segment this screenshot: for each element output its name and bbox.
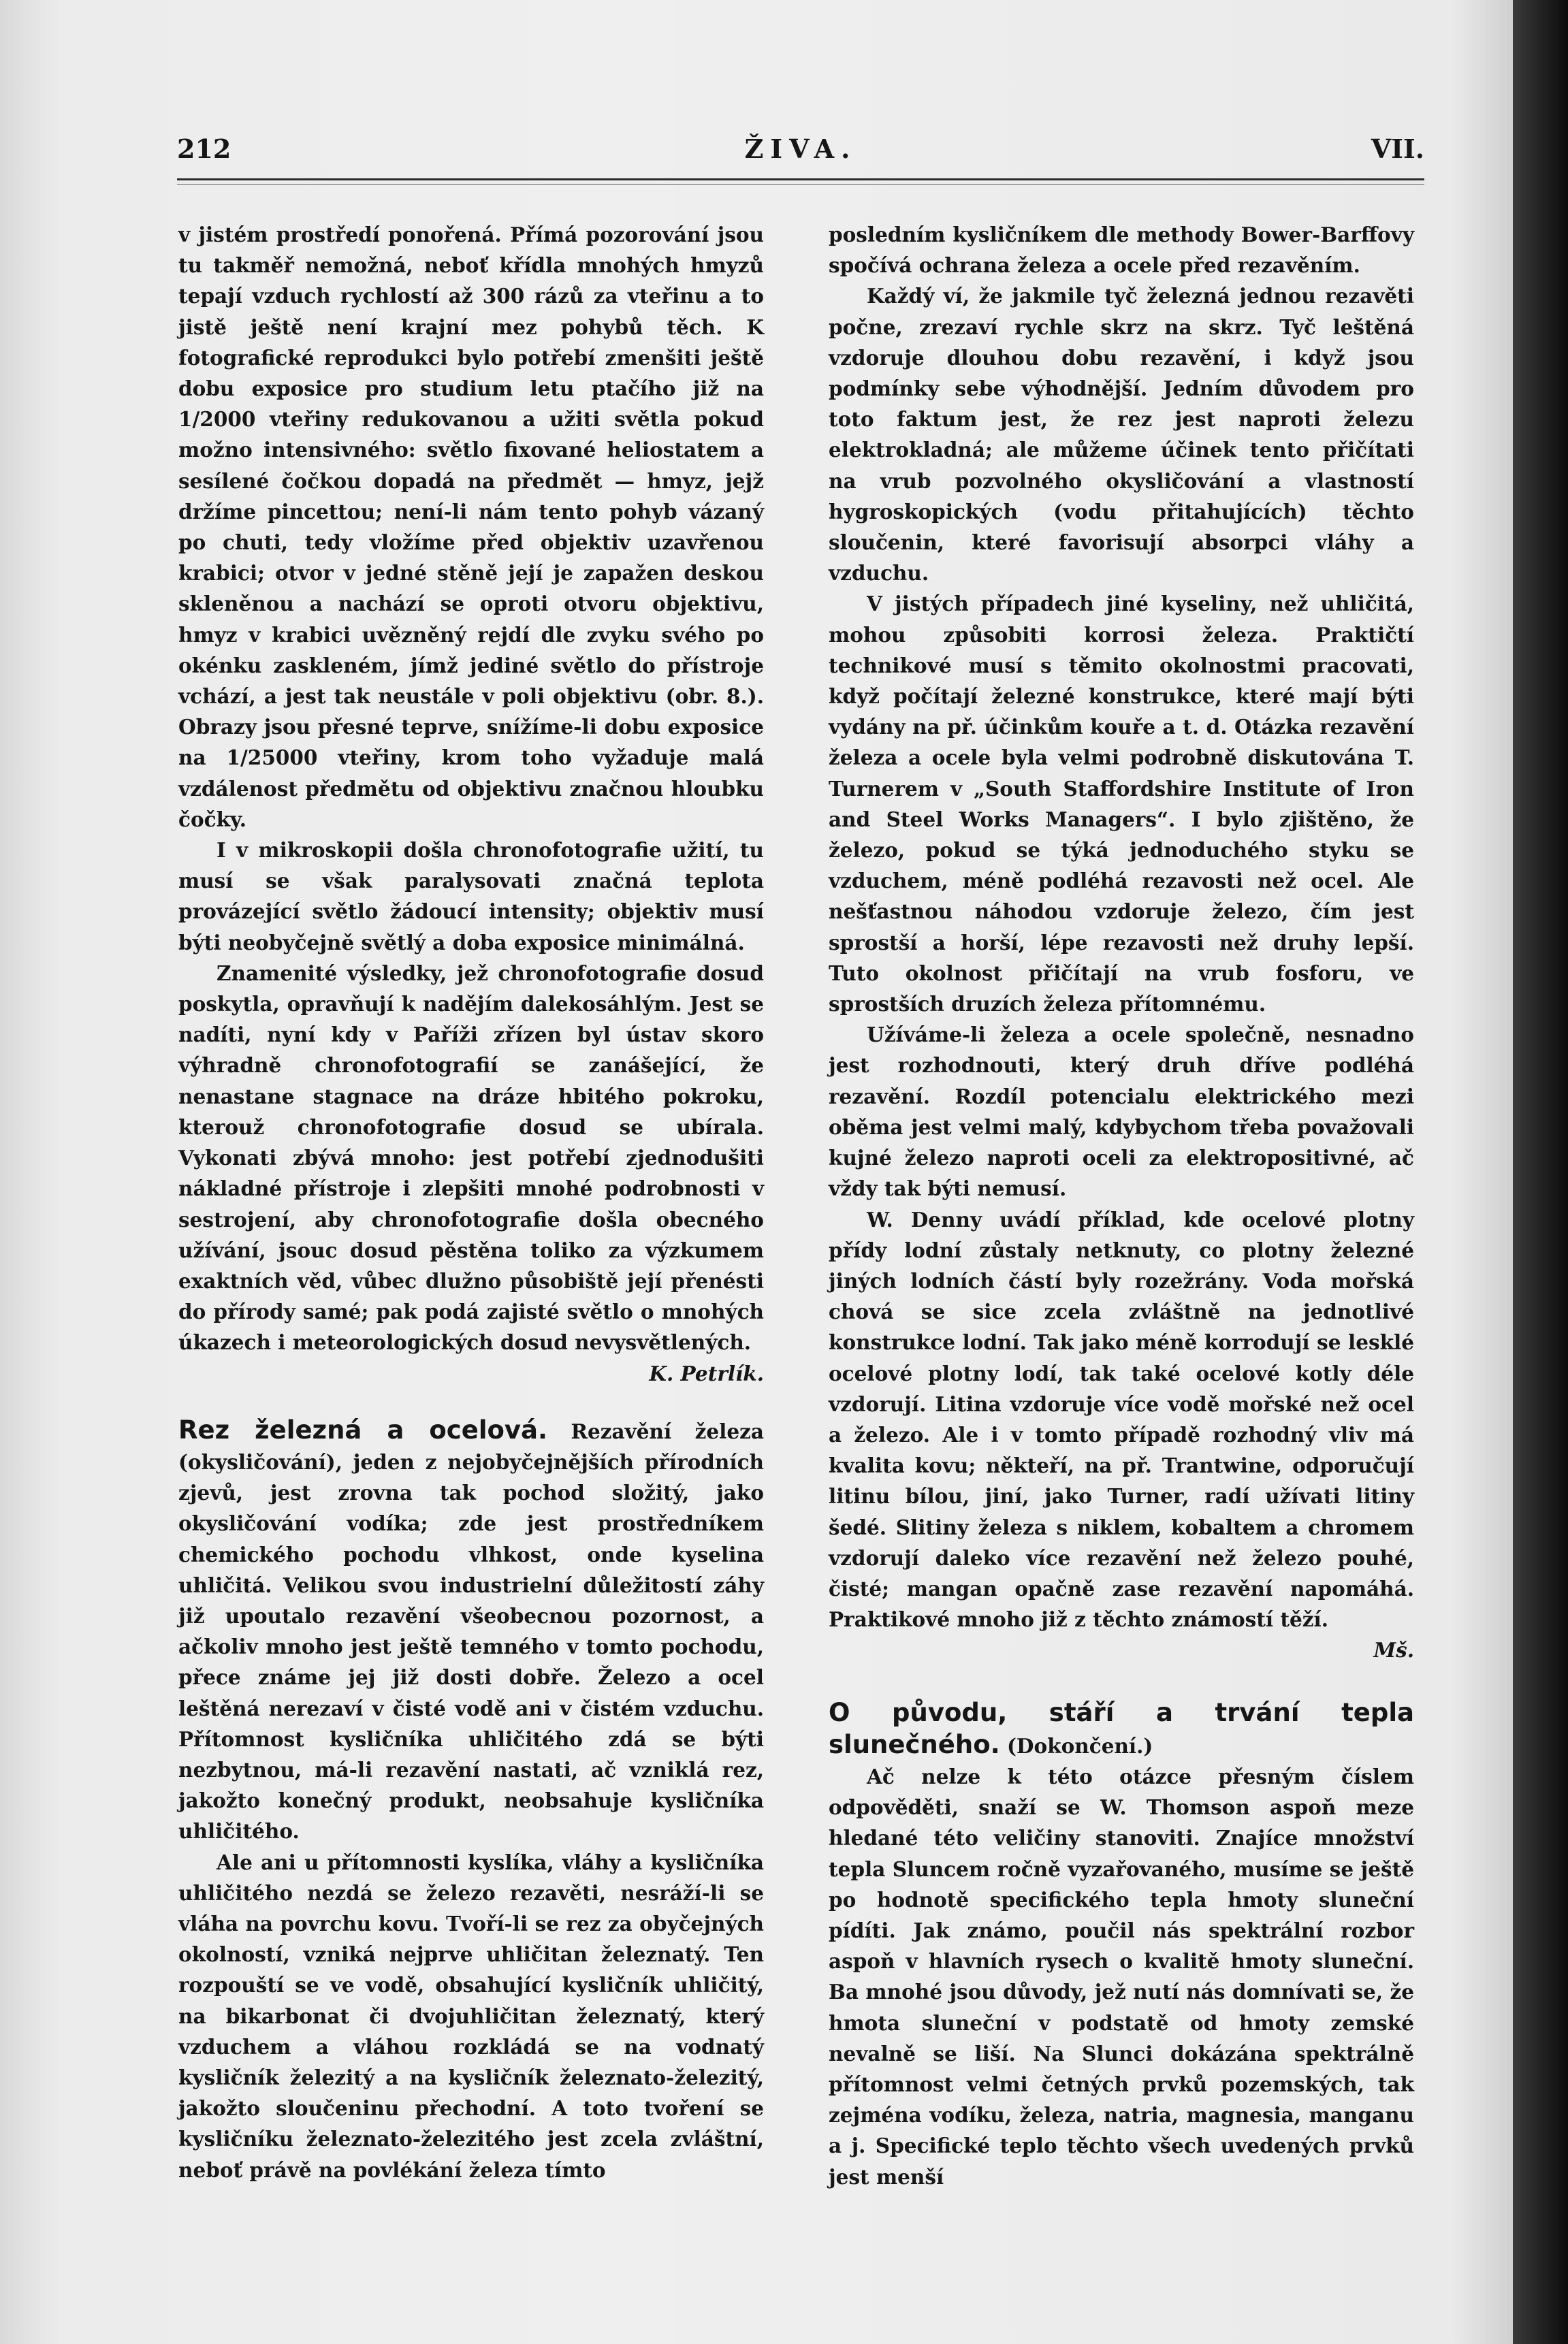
right-paragraph-4: Užíváme-li železa a ocele společně, nesnadno jest rozhodnouti, který druh dříve podléhá rezavění. Rozdíl potencialu elektrického mezi oběma jest velmi malý, kdybychom třeba považovali kujné železo naproti oceli za elektropositivné, ač vždy tak býti nemusí. xyxy=(829,1023,1414,1201)
right-paragraph-3: V jistých případech jiné kyseliny, než uhličitá, mohou způsobiti korrosi železa. Praktičtí technikové musí s těmito okolnostmi pracovati, když počítají železné konstrukce, které mají býti vydány na př. účinkům kouře a t. d. Otázka rezavění železa a ocele byla velmi podrobně diskutována T. Turnerem v „South Staffordshire Institute of Iron and Steel Works Managers“. I bylo zjištěno, že železo, pokud se týká jednoduchého styku se vzduchem, méně podléhá rezavosti než ocel. Ale nešťastnou náhodou vzdoruje železo, čím jest sprostší a horší, lépe rezavosti než druhy lepší. Tuto okolnost přičítají na vrub fosforu, ve sprostších druzích železa přítomnému. xyxy=(829,592,1414,1016)
left-paragraph-4-text: Rezavění železa (okysličování), jeden z nejobyčejnějších přírodních zjevů, jest zrovna tak pochod složitý, jako okysličování vodíka; zde jest prostředníkem chemického pochodu vlhkost, onde kyselina uhličitá. Velikou svou industrielní důležitostí záhy již upoutalo rezavění všeobecnou pozornost, a ačkoliv mnoho jest ještě temného v tomto pochodu, přece známe jej již dosti dobře. Železo a ocel leštěná nerezaví v čisté vodě ani v čistém vzduchu. Přítomnost kysličníka uhličitého zdá se býti nezbytnou, má-li rezavění nastati, ač vzniklá rez, jakožto konečný produkt, neobsahuje kysličníka uhličitého. xyxy=(178,1419,764,1844)
section-heading-sun xyxy=(829,1697,1414,1761)
page-header xyxy=(177,133,1424,174)
left-column xyxy=(178,219,764,2185)
section-note: (Dokončení.) xyxy=(1006,1733,1153,1758)
journal-title: ŽIVA. xyxy=(744,133,857,164)
left-paragraph-5: Ale ani u přítomnosti kyslíka, vláhy a kysličníka uhličitého nezdá se železo rezavěti, nesráží-li se vláha na povrchu kovu. Tvoří-li se rez za obyčejných okolností, vzniká nejprve uhličitan železnatý. Ten rozpouští se ve vodě, obsahující kysličník uhličitý, na bikarbonat či dvojuhličitan železnatý, který vzduchem a vláhou rozkládá se na vodnatý kysličník železitý a na kysličník železnato-železitý, jakožto sloučeninu přechodní. A toto tvoření se kysličníku železnato-železitého jest zcela zvláštní, neboť právě na povlékání železa tímto xyxy=(178,1850,764,2182)
left-paragraph-2: I v mikroskopii došla chronofotografie užití, tu musí se však paralysovati značná teplota provázející světlo žádoucí intensity; objektiv musí býti neobyčejně světlý a doba exposice minimálná. xyxy=(178,838,764,954)
section-title-sun: O původu, stáří a trvání tepla slunečného. xyxy=(829,1697,1414,1759)
left-paragraph-1: v jistém prostředí ponořená. Přímá pozorování jsou tu takměř nemožná, neboť křídla mnohých hmyzů tepají vzduch rychlostí až 300 rázů za vteřinu a to jistě ještě není krajní mez pohybů těch. K fotografické reprodukci bylo potřebí zmenšiti ještě dobu exposice pro studium letu ptačího již na 1/2000 vteřiny redukovanou a užiti světla pokud možno intensivného: světlo fixované heliostatem a sesílené čočkou dopadá na předmět — hmyz, jejž držíme pincettou; není-li nám tento pohyb vázaný po chuti, tedy vložíme před objektiv uzavřenou krabici; otvor v jedné stěně její je zapažen deskou skleněnou a nachází se oproti otvoru objektivu, hmyz v krabici uvězněný rejdí dle zvyku svého po okénku zaskleném, jímž jediné světlo do přístroje vchází, a jest tak neustále v poli objektivu (obr. 8.). Obrazy jsou přesné teprve, snížíme-li dobu exposice na 1/25000 vteřiny, krom toho vyžaduje malá vzdálenost předmětu od objektivu značnou hloubku čočky. xyxy=(178,223,764,831)
right-paragraph-6: Ač nelze k této otázce přesným číslem odpověděti, snaží se W. Thomson aspoň meze hledané této veličiny stanoviti. Znajíce množství tepla Sluncem ročně vyzařovaného, musíme se ještě po hodnotě specifického tepla hmoty sluneční pídíti. Jak známo, poučil nás spektrální rozbor aspoň v hlavních rysech o kvalitě hmoty sluneční. Ba mnohé jsou důvody, jež nutí nás domnívati se, že hmota sluneční v podstatě od hmoty zemské nevalně se liší. Na Slunci dokázána spektrálně přítomnost velmi četných prvků pozemských, tak zejména vodíku, železa, natria, magnesia, manganu a j. Specifické teplo těchto všech uvedených prvků jest menší xyxy=(829,1764,1414,2189)
book-spine xyxy=(1513,0,1568,2344)
spacer xyxy=(829,1666,1414,1697)
signature-petrlik: K. Petrlík. xyxy=(649,1361,764,1385)
left-paragraph-4 xyxy=(178,1415,764,1847)
left-paragraph-3: Znamenité výsledky, jež chronofotografie dosud poskytla, opravňují k nadějím dalekosáhlým. Jest se nadíti, nyní kdy v Paříži zřízen byl ústav skoro výhradně chronofotografií se zanášející, že nenastane stagnace na dráze hbitého pokroku, kterouž chronofotografie dosud se ubírala. Vykonati zbývá mnoho: jest potřebí zjednodušiti nákladné přístroje i zlepšiti mnohé podrobnosti v sestrojení, aby chronofotografie došla obecného užívání, jsouc dosud pěstěna toliko za výzkumem exaktních věd, vůbec dlužno působiště její přenésti do přírody samé; pak podá zajisté světlo o mnohých úkazech i meteorologických dosud nevysvětlených. xyxy=(178,961,764,1355)
section-title-rez: Rez železná a ocelová. xyxy=(178,1415,548,1445)
right-column xyxy=(829,219,1414,2192)
right-paragraph-5: W. Denny uvádí příklad, kde ocelové plotny přídy lodní zůstaly netknuty, co plotny železné jiných lodních částí byly rozežrány. Voda mořská chová se sice zcela zvláštně na jednotlivé konstrukce lodní. Tak jako méně korrodují se lesklé ocelové plotny lodí, tak také ocelové kotly déle vzdorují. Litina vzdoruje více vodě mořské než ocel a železo. Ale i v tomto případě rozhodný vliv má kvalita kovu; někteří, na př. Trantwine, odporučují litinu bílou, jiní, jako Turner, radí užívati litiny šedé. Slitiny železa s niklem, kobaltem a chromem vzdorují daleko více rezavění než železo pouhé, čisté; mangan opačně zase rezavění napomáhá. Praktikové mnoho již z těchto známostí těží. xyxy=(829,1207,1414,1632)
right-paragraph-2: Každý ví, že jakmile tyč železná jednou rezavěti počne, zrezaví rychle skrz na skrz. Tyč leštěná vzdoruje dlouhou dobu rezavění, i když jsou podmínky sebe výhodnější. Jedním důvodem pro toto faktum jest, že rez jest naproti železu elektrokladná; ale můžeme účinek tento přičítati na vrub pozvolného okysličování a vlastností hygroskopických (vodu přitahujících) těchto sloučenin, které favorisují absorpci vláhy a vzduchu. xyxy=(829,284,1414,585)
volume-number: VII. xyxy=(1371,133,1424,164)
header-rule xyxy=(177,178,1424,180)
spacer xyxy=(178,1389,764,1415)
page-number: 212 xyxy=(177,133,231,164)
signature-ms: Mš. xyxy=(1373,1638,1414,1663)
right-paragraph-1: posledním kysličníkem dle methody Bower-Barffovy spočívá ochrana železa a ocele před rezavěním. xyxy=(829,223,1414,278)
